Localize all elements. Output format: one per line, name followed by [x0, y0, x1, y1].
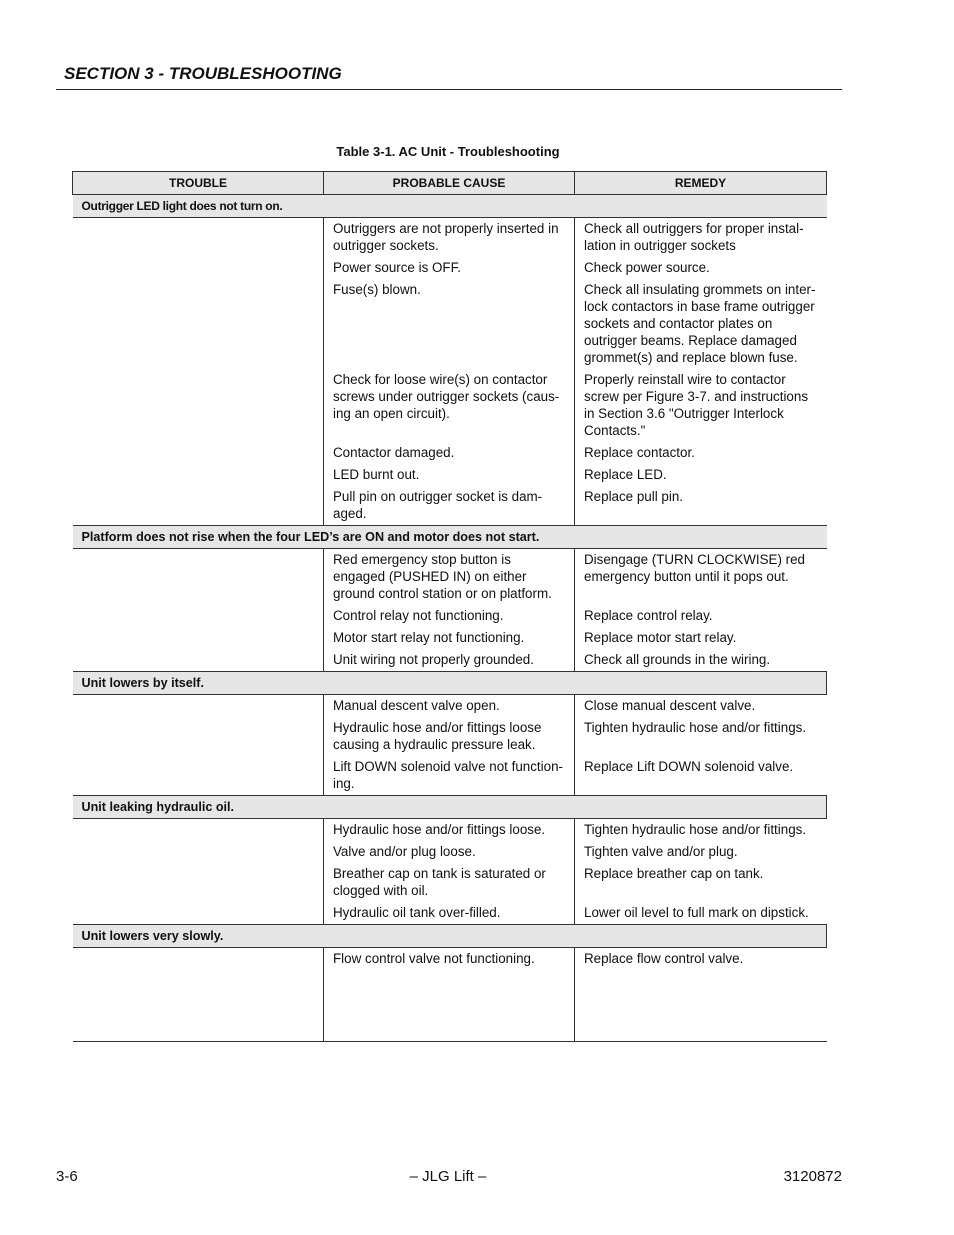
- trouble-spacer-cell: [73, 819, 324, 925]
- remedy-cell: Replace Lift DOWN solenoid valve.: [584, 759, 794, 774]
- probable-cause-cell: Contactor damaged.: [324, 442, 575, 464]
- remedy-cell: Check power source.: [584, 260, 710, 275]
- probable-cause-cell: Check for loose wire(s) on contactor screws under outrigger sockets (caus-ing an open circuit).: [324, 369, 575, 442]
- probable-cause-cell: Fuse(s) blown.: [324, 279, 575, 369]
- remedy-cell: Replace LED.: [584, 467, 667, 482]
- remedy-cell: Replace control relay.: [584, 608, 713, 623]
- probable-cause-cell: LED burnt out.: [324, 464, 575, 486]
- remedy-cell: Replace contactor.: [584, 445, 695, 460]
- table-row: [73, 218, 827, 258]
- table-row: [73, 549, 827, 606]
- trouble-label: Unit lowers very slowly.: [73, 925, 827, 948]
- probable-cause-cell: Hydraulic oil tank over-filled.: [324, 902, 575, 925]
- remedy-cell: Lower oil level to full mark on dipstick.: [584, 905, 809, 920]
- trouble-label: Outrigger LED light does not turn on.: [73, 195, 827, 218]
- trouble-spacer-cell: [73, 948, 324, 1042]
- probable-cause-cell: Red emergency stop button is engaged (PUSHED IN) on either ground control station or on platform.: [324, 549, 575, 606]
- remedy-cell: Check all grounds in the wiring.: [584, 652, 771, 667]
- remedy-cell: Close manual descent valve.: [584, 698, 756, 713]
- column-header-remedy: REMEDY: [575, 172, 827, 195]
- probable-cause-cell: Manual descent valve open.: [324, 695, 575, 718]
- trouble-spacer-cell: [73, 695, 324, 796]
- column-header-trouble: TROUBLE: [73, 172, 324, 195]
- trouble-spacer-cell: [73, 218, 324, 526]
- remedy-cell: Properly reinstall wire to contactor screw per Figure 3-7. and instructions in Section 3.6 "Outrigger Interlock Contacts.": [584, 372, 809, 438]
- remedy-cell: Disengage (TURN CLOCKWISE) red emergency button until it pops out.: [584, 552, 806, 584]
- remedy-cell: Replace pull pin.: [584, 489, 684, 504]
- trouble-label: Unit leaking hydraulic oil.: [73, 796, 827, 819]
- trouble-group-header: [73, 526, 827, 549]
- troubleshooting-table: [72, 171, 827, 1042]
- document-number: 3120872: [783, 1168, 842, 1185]
- remedy-cell: Tighten hydraulic hose and/or fittings.: [584, 822, 807, 837]
- trouble-group-header: [73, 796, 827, 819]
- table-row: [73, 819, 827, 842]
- remedy-cell: Replace motor start relay.: [584, 630, 737, 645]
- trouble-spacer-cell: [73, 549, 324, 672]
- trouble-label: Unit lowers by itself.: [73, 672, 827, 695]
- section-header: SECTION 3 - TROUBLESHOOTING: [64, 64, 342, 83]
- probable-cause-cell: Power source is OFF.: [324, 257, 575, 279]
- page-number: 3-6: [56, 1168, 78, 1185]
- trouble-group-header: [73, 925, 827, 948]
- probable-cause-cell: Valve and/or plug loose.: [324, 841, 575, 863]
- remedy-cell: Tighten hydraulic hose and/or fittings.: [584, 720, 807, 735]
- header-rule: [56, 89, 842, 90]
- probable-cause-cell: Hydraulic hose and/or fittings loose causing a hydraulic pressure leak.: [324, 717, 575, 756]
- remedy-cell: Replace breather cap on tank.: [584, 866, 764, 881]
- remedy-cell: Check all insulating grommets on inter-lock contactors in base frame outrigger sockets and contactor plates on outrigger beams. Replace damaged grommet(s) and replace blown fuse.: [584, 282, 816, 365]
- trouble-group-header: [73, 672, 827, 695]
- table-caption: Table 3-1. AC Unit - Troubleshooting: [336, 144, 560, 159]
- probable-cause-cell: Pull pin on outrigger socket is dam-aged.: [324, 486, 575, 526]
- remedy-cell: Replace flow control valve.: [575, 948, 827, 1042]
- probable-cause-cell: Flow control valve not functioning.: [324, 948, 575, 1042]
- footer-brand: – JLG Lift –: [409, 1168, 487, 1185]
- table-row: [73, 695, 827, 718]
- remedy-cell: Check all outriggers for proper instal-lation in outrigger sockets: [584, 221, 804, 253]
- probable-cause-cell: Motor start relay not functioning.: [324, 627, 575, 649]
- trouble-label: Platform does not rise when the four LED’s are ON and motor does not start.: [73, 526, 827, 549]
- trouble-group-header: [73, 195, 827, 218]
- table-row: [73, 948, 827, 1042]
- probable-cause-cell: Unit wiring not properly grounded.: [324, 649, 575, 672]
- remedy-cell: Tighten valve and/or plug.: [584, 844, 738, 859]
- probable-cause-cell: Outriggers are not properly inserted in outrigger sockets.: [324, 218, 575, 258]
- probable-cause-cell: Lift DOWN solenoid valve not function-ing.: [324, 756, 575, 796]
- probable-cause-cell: Hydraulic hose and/or fittings loose.: [324, 819, 575, 842]
- table-header-row: [73, 172, 827, 195]
- probable-cause-cell: Control relay not functioning.: [324, 605, 575, 627]
- probable-cause-cell: Breather cap on tank is saturated or clogged with oil.: [324, 863, 575, 902]
- column-header-probable-cause: PROBABLE CAUSE: [324, 172, 575, 195]
